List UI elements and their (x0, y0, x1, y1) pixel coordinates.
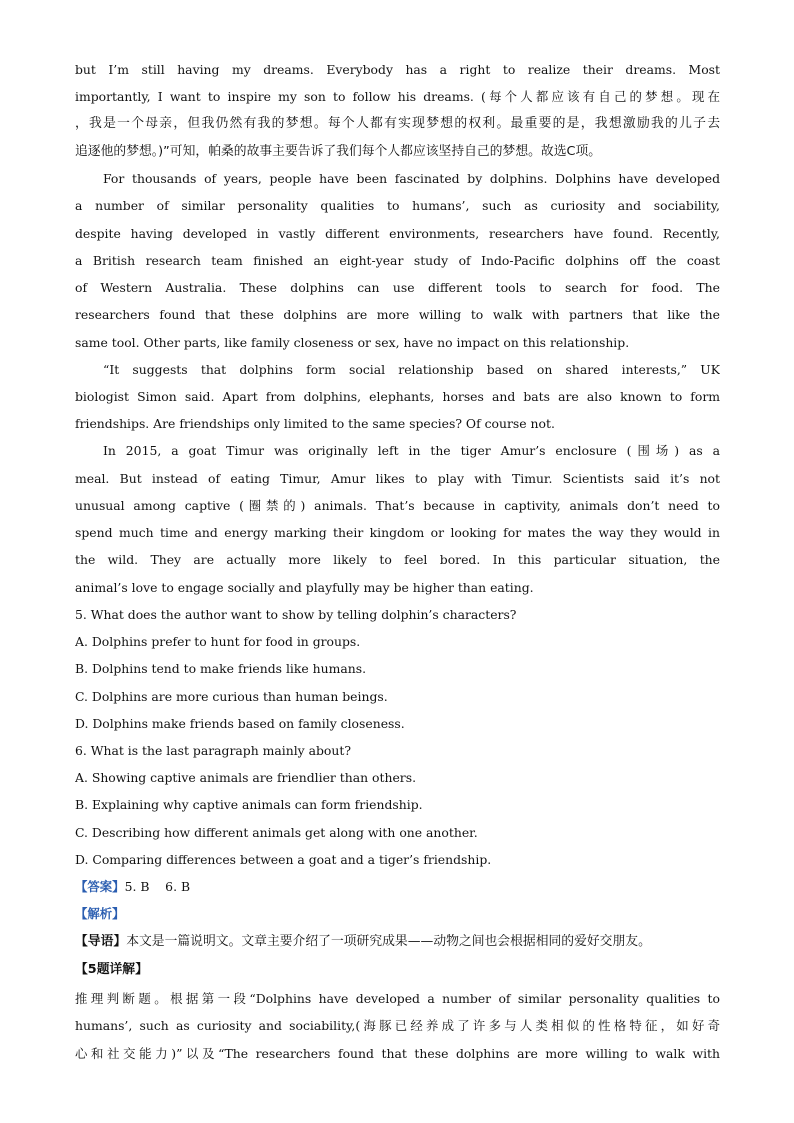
article-line: “It suggests that dolphins form social relationship based on shared interests,” UK (103, 362, 720, 377)
question-6-stem: 6. What is the last paragraph mainly about? (75, 743, 351, 758)
article-line: unusual among captive (圈禁的) animals. That’s because in captivity, animals don’t need to (75, 498, 720, 513)
guide-label: 【导语】 (75, 934, 127, 949)
question-5-option-b: B. Dolphins tend to make friends like humans. (75, 661, 367, 676)
article-line: same tool. Other parts, like family closeness or sex, have no impact on this relationship. (75, 335, 630, 350)
article-line: a British research team finished an eight-year study of Indo-Pacific dolphins off the coast (75, 253, 720, 268)
article-line: despite having developed in vastly different environments, researchers have found. Recently, (75, 226, 720, 241)
detail-line: humans’, such as curiosity and sociability,(海豚已经养成了许多与人类相似的性格特征，如好奇 (75, 1018, 720, 1033)
answer-text: 5. B 6. B (124, 879, 191, 894)
question-5-stem: 5. What does the author want to show by telling dolphin’s characters? (75, 607, 517, 622)
analysis-line (75, 906, 720, 922)
question-6-option-a: A. Showing captive animals are friendlier than others. (75, 770, 417, 785)
answer-line (75, 879, 720, 895)
article-line: animal’s love to engage socially and playfully may be higher than eating. (75, 580, 534, 595)
article-line: For thousands of years, people have been fascinated by dolphins. Dolphins have developed (103, 171, 720, 186)
question-5-option-c: C. Dolphins are more curious than human beings. (75, 689, 388, 704)
article-line: friendships. Are friendships only limited to the same species? Of course not. (75, 416, 555, 431)
article-line: biologist Simon said. Apart from dolphins, elephants, horses and bats are also known to form (75, 389, 720, 404)
question-6-option-b: B. Explaining why captive animals can form friendship. (75, 797, 423, 812)
article-line: researchers found that these dolphins are more willing to walk with partners that like the (75, 307, 720, 322)
detail-5-label: 【5题详解】 (75, 962, 148, 977)
text-line: ，我是一个母亲，但我仍然有我的梦想。每个人都有实现梦想的权利。最重要的是，我想激励我的儿子去 (75, 116, 720, 131)
question-6-option-d: D. Comparing differences between a goat and a tiger’s friendship. (75, 852, 492, 867)
detail-5-heading (75, 962, 720, 978)
article-line: the wild. They are actually more likely to feel bored. In this particular situation, the (75, 552, 720, 567)
answer-label: 【答案】 (75, 879, 125, 894)
detail-line: 推理判断题。根据第一段“Dolphins have developed a number of similar personality qualities to (75, 991, 720, 1006)
guide-text: 本文是一篇说明文。文章主要介绍了一项研究成果——动物之间也会根据相同的爱好交朋友。 (126, 934, 651, 949)
detail-line: 心和社交能力)”以及“The researchers found that these dolphins are more willing to walk with (75, 1046, 720, 1061)
guide-line (75, 934, 720, 950)
question-6-option-c: C. Describing how different animals get along with one another. (75, 825, 478, 840)
analysis-label: 【解析】 (75, 906, 125, 921)
text-line: importantly, I want to inspire my son to follow his dreams. (每个人都应该有自己的梦想。现在 (75, 89, 720, 104)
article-line: of Western Australia. These dolphins can use different tools to search for food. The (75, 280, 720, 295)
article-line: In 2015, a goat Timur was originally left in the tiger Amur’s enclosure (围场) as a (103, 443, 720, 458)
question-5-option-d: D. Dolphins make friends based on family closeness. (75, 716, 405, 731)
article-line: a number of similar personality qualities to humans’, such as curiosity and sociability, (75, 198, 720, 213)
text-line: but I’m still having my dreams. Everybody has a right to realize their dreams. Most (75, 62, 720, 77)
article-line: spend much time and energy marking their kingdom or looking for mates the way they would in (75, 525, 720, 540)
article-line: meal. But instead of eating Timur, Amur likes to play with Timur. Scientists said it’s not (75, 471, 720, 486)
question-5-option-a: A. Dolphins prefer to hunt for food in groups. (75, 634, 361, 649)
text-line: 追逐他的梦想。)”可知，帕桑的故事主要告诉了我们每个人都应该坚持自己的梦想。故选C项。 (75, 144, 602, 159)
